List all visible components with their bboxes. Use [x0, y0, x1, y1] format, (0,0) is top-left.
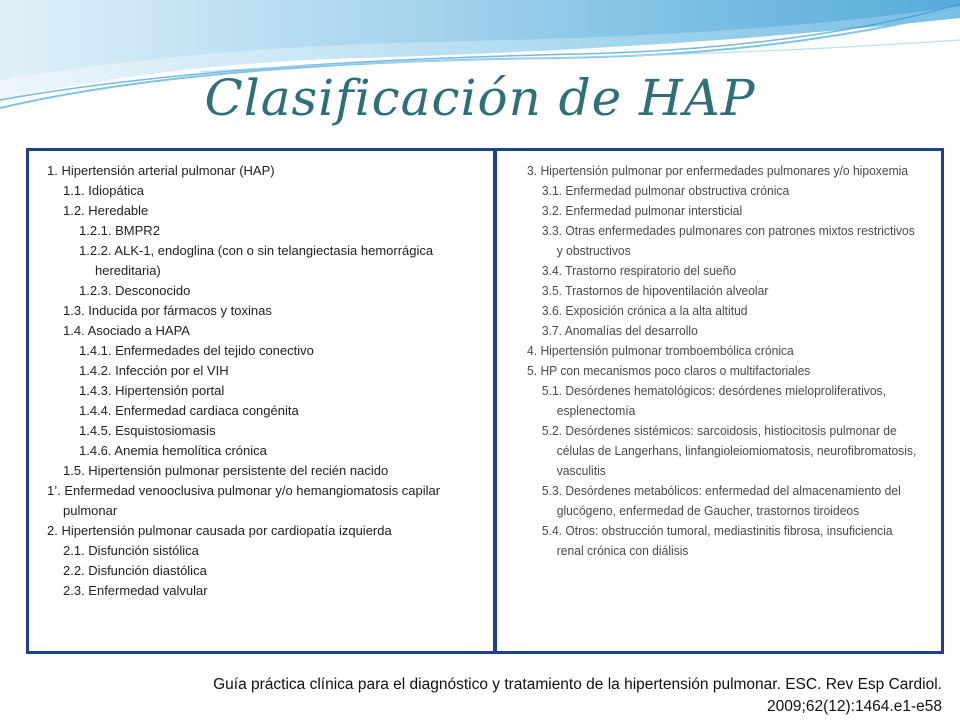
classification-panel-right — [494, 148, 944, 654]
classification-item: 1.4.1. Enfermedades del tejido conectivo — [79, 343, 314, 358]
citation-line-2: 2009;62(12):1464.e1-e58 — [767, 698, 942, 715]
classification-item: 3.6. Exposición crónica a la alta altitud — [541, 303, 748, 318]
reference-citation — [42, 674, 942, 718]
classification-item: pulmonar — [63, 503, 118, 518]
classification-item: 4. Hipertensión pulmonar tromboembólica crónica — [527, 343, 794, 358]
classification-item: 1.4.2. Infección por el VIH — [79, 363, 229, 378]
classification-item: 1.5. Hipertensión pulmonar persistente del recién nacido — [63, 463, 389, 478]
classification-item: y obstructivos — [556, 243, 631, 258]
classification-item: 1.3. Inducida por fármacos y toxinas — [63, 303, 272, 318]
classification-item: 1.2.3. Desconocido — [79, 283, 191, 298]
citation-line-1: Guía práctica clínica para el diagnóstico y tratamiento de la hipertensión pulmonar. ESC. Rev Esp Cardiol. — [213, 676, 942, 693]
classification-item: 5. HP con mecanismos poco claros o multifactoriales — [527, 363, 811, 378]
classification-item: 1.2.1. BMPR2 — [79, 223, 160, 238]
classification-item: 1.2.2. ALK-1, endoglina (con o sin telangiectasia hemorrágica — [79, 243, 434, 258]
classification-item: 2.3. Enfermedad valvular — [63, 583, 208, 598]
classification-item: hereditaria) — [95, 263, 161, 278]
classification-item: células de Langerhans, linfangioleiomiomatosis, neurofibromatosis, — [556, 443, 917, 458]
classification-item: 1.4.6. Anemia hemolítica crónica — [79, 443, 267, 458]
classification-item: glucógeno, enfermedad de Gaucher, trastornos tiroideos — [556, 503, 860, 518]
classification-panel-left — [26, 148, 496, 654]
classification-item: 3.5. Trastornos de hipoventilación alveolar — [541, 283, 769, 298]
slide-title: Clasificación de HAP — [204, 69, 756, 127]
classification-item: 5.1. Desórdenes hematológicos: desórdenes mieloproliferativos, — [541, 383, 886, 398]
classification-list-left — [47, 161, 487, 601]
classification-item: esplenectomía — [556, 403, 636, 418]
classification-list-right — [527, 161, 927, 561]
classification-item: 1. Hipertensión arterial pulmonar (HAP) — [47, 163, 275, 178]
classification-item: 5.2. Desórdenes sistémicos: sarcoidosis, histiocitosis pulmonar de — [541, 423, 897, 438]
classification-item: renal crónica con diálisis — [556, 543, 689, 558]
classification-item: 5.3. Desórdenes metabólicos: enfermedad del almacenamiento del — [541, 483, 901, 498]
classification-item: 3.3. Otras enfermedades pulmonares con patrones mixtos restrictivos — [541, 223, 915, 238]
classification-item: 3.2. Enfermedad pulmonar intersticial — [541, 203, 743, 218]
classification-item: 5.4. Otros: obstrucción tumoral, mediastinitis fibrosa, insuficiencia — [541, 523, 893, 538]
classification-item: 1.4.3. Hipertensión portal — [79, 383, 225, 398]
classification-item: 1’. Enfermedad venooclusiva pulmonar y/o hemangiomatosis capilar — [47, 483, 441, 498]
classification-item: 3.1. Enfermedad pulmonar obstructiva crónica — [541, 183, 790, 198]
classification-item: 1.4.4. Enfermedad cardiaca congénita — [79, 403, 299, 418]
classification-item: 1.1. Idiopática — [63, 183, 144, 198]
classification-item: 1.2. Heredable — [63, 203, 149, 218]
classification-item: 3.7. Anomalías del desarrollo — [541, 323, 698, 338]
classification-item: 1.4. Asociado a HAPA — [63, 323, 190, 338]
classification-item: 3.4. Trastorno respiratorio del sueño — [541, 263, 737, 278]
classification-item: 3. Hipertensión pulmonar por enfermedades pulmonares y/o hipoxemia — [527, 163, 909, 178]
classification-item: vasculitis — [556, 463, 606, 478]
classification-item: 1.4.5. Esquistosiomasis — [79, 423, 216, 438]
classification-item: 2.1. Disfunción sistólica — [63, 543, 199, 558]
classification-item: 2. Hipertensión pulmonar causada por cardiopatía izquierda — [47, 523, 392, 538]
classification-item: 2.2. Disfunción diastólica — [63, 563, 207, 578]
